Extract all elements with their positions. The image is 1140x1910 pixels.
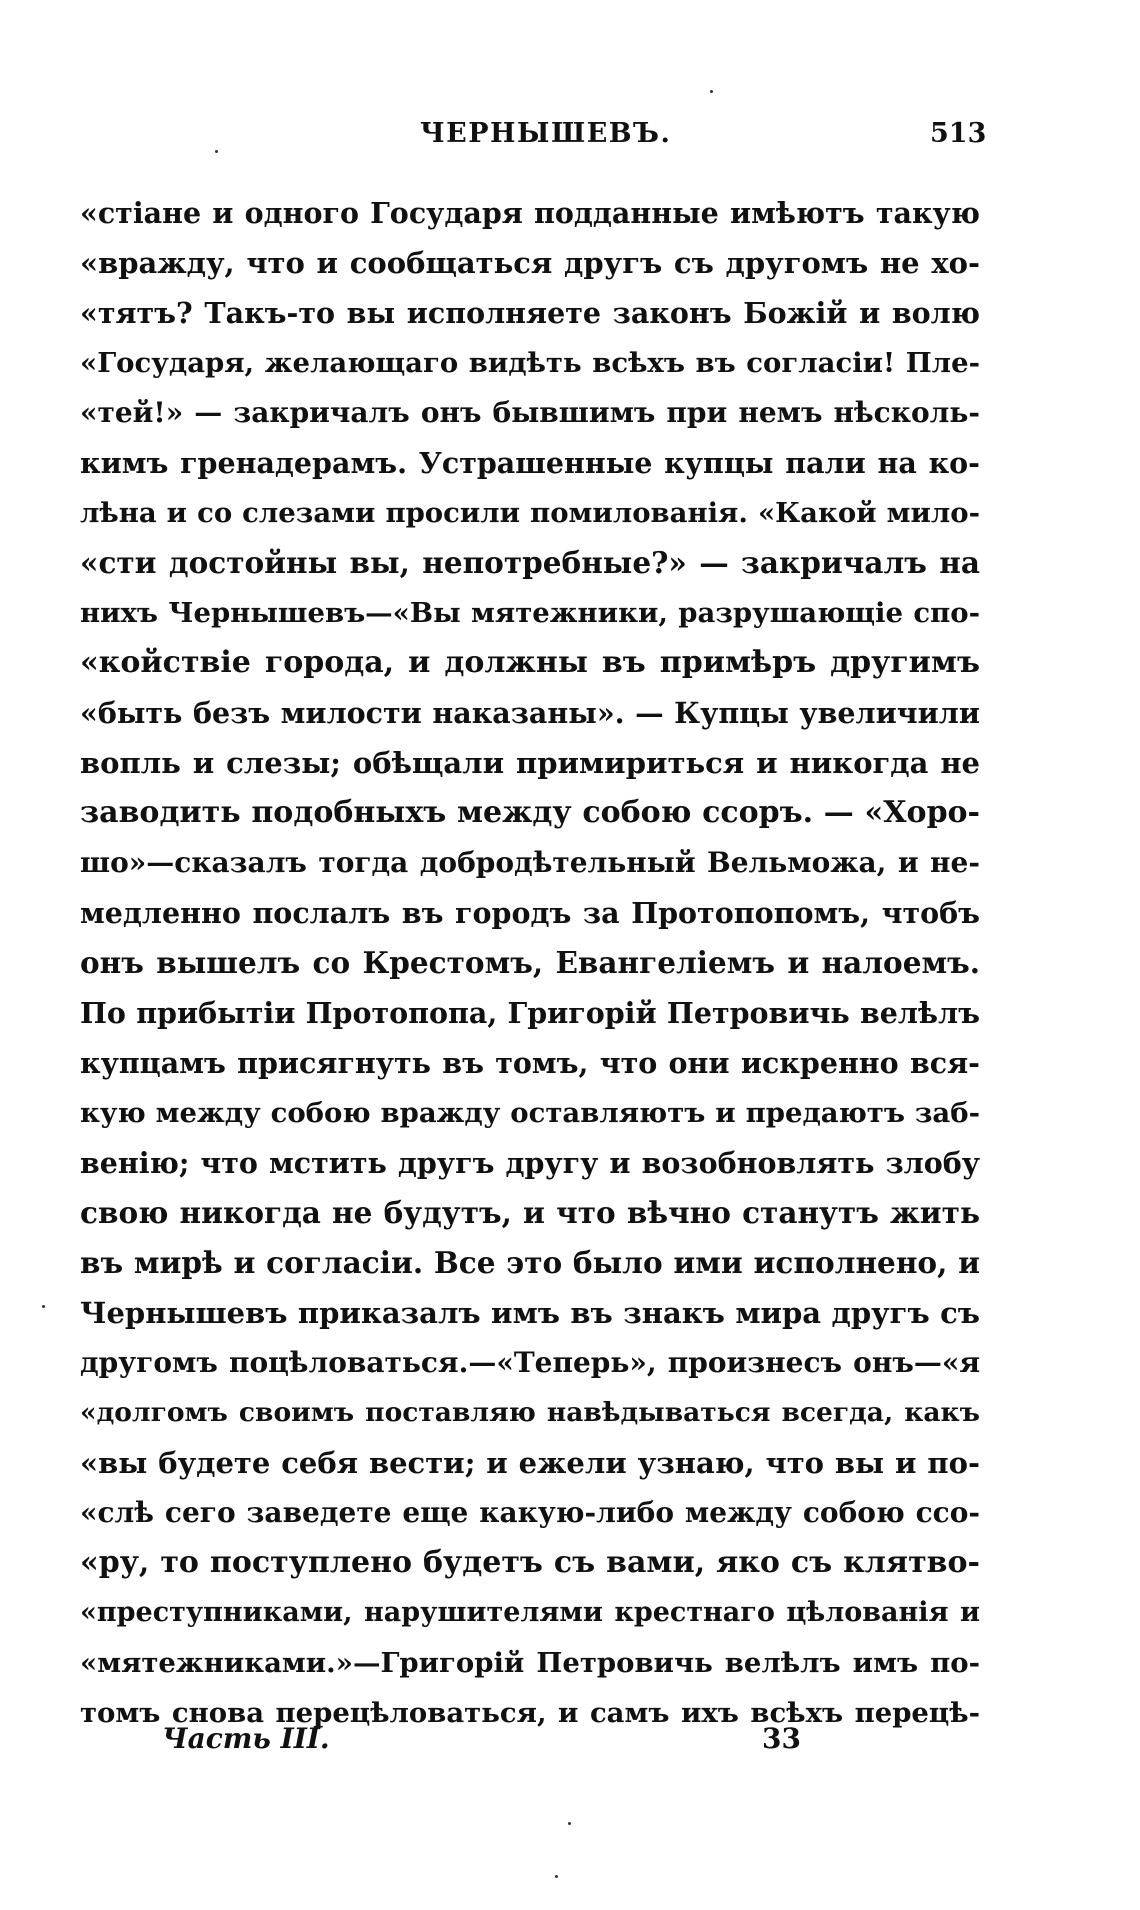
ink-speck [710,90,713,93]
page-number: 513 [930,118,987,149]
text-line: лѣна и со слезами просили помилованія. «Какой мило- [80,497,980,529]
text-line: «слѣ сего заведете еще какую-либо между собою ссо- [80,1496,980,1529]
text-line: въ мирѣ и согласіи. Все это было ими исполнено, и [80,1245,980,1280]
text-line: купцамъ присягнуть въ томъ, что они искренно вся- [80,1046,980,1080]
text-line: свою никогда не будутъ, и что вѣчно станутъ жить [80,1195,980,1230]
text-line: вопль и слезы; обѣщали примириться и никогда не [80,746,980,780]
text-line: другомъ поцѣловаться.—«Теперь», произнесъ онъ—«я [80,1346,980,1379]
body-text [80,188,980,1738]
running-head: ЧЕРНЫШЕВЪ. [420,118,672,149]
text-line: «быть безъ милости наказаны». — Купцы увеличили [80,696,980,730]
text-line: заводить подобныхъ между собою ссоръ. — «Хоро- [80,795,980,830]
text-line: «сти достойны вы, непотребные?» — закричалъ на [80,545,980,580]
text-line: «вы будете себя вести; и ежели узнаю, что вы и по- [80,1446,980,1480]
ink-speck [568,1822,571,1825]
volume-label: Часть III. [162,1722,330,1755]
text-line: «тятъ? Такъ-то вы исполняете законъ Божій и волю [80,296,980,330]
text-line: шо»—сказалъ тогда добродѣтельный Вельможа, и не- [80,846,980,879]
ink-speck [42,1305,45,1308]
text-line: «вражду, что и сообщаться другъ съ другомъ не хо- [80,246,980,280]
text-line: «мятежниками.»—Григорій Петровичь велѣлъ имъ по- [80,1647,980,1679]
page-footer [0,1722,1140,1762]
text-line: По прибытіи Протопопа, Григорій Петровичь велѣлъ [80,996,980,1030]
text-line: «долгомъ своимъ поставляю навѣдываться всегда, какъ [80,1397,980,1428]
text-line: медленно послалъ въ городъ за Протопопомъ, чтобъ [80,896,980,930]
text-line: «ру, то поступлено будетъ съ вами, яко съ клятво- [80,1545,980,1580]
text-line: томъ снова перецѣловаться, и самъ ихъ всѣхъ перецѣ- [80,1697,980,1729]
text-line: «Государя, желающаго видѣть всѣхъ въ согласіи! Пле- [80,347,980,379]
text-line: кую между собою вражду оставляютъ и предаютъ заб- [80,1097,980,1129]
text-line: нихъ Чернышевъ—«Вы мятежники, разрушающіе спо- [80,597,980,629]
text-line: Чернышевъ приказалъ имъ въ знакъ мира другъ съ [80,1296,980,1330]
ink-speck [215,150,218,153]
text-line: «койствіе города, и должны въ примѣръ другимъ [80,645,980,680]
text-line: «преступниками, нарушителями крестнаго цѣлованія и [80,1597,980,1628]
text-line: онъ вышелъ со Крестомъ, Евангеліемъ и налоемъ. [80,945,980,980]
signature-mark: 33 [762,1722,801,1755]
text-line: «стіане и одного Государя подданные имѣютъ такую [80,196,980,230]
text-line: венію; что мстить другъ другу и возобновлять злобу [80,1146,980,1180]
ink-speck [555,1875,558,1878]
text-line: «тей!» — закричалъ онъ бывшимъ при немъ нѣсколь- [80,396,980,429]
text-line: кимъ гренадерамъ. Устрашенные купцы пали на ко- [80,446,980,480]
page-header [0,118,1140,158]
